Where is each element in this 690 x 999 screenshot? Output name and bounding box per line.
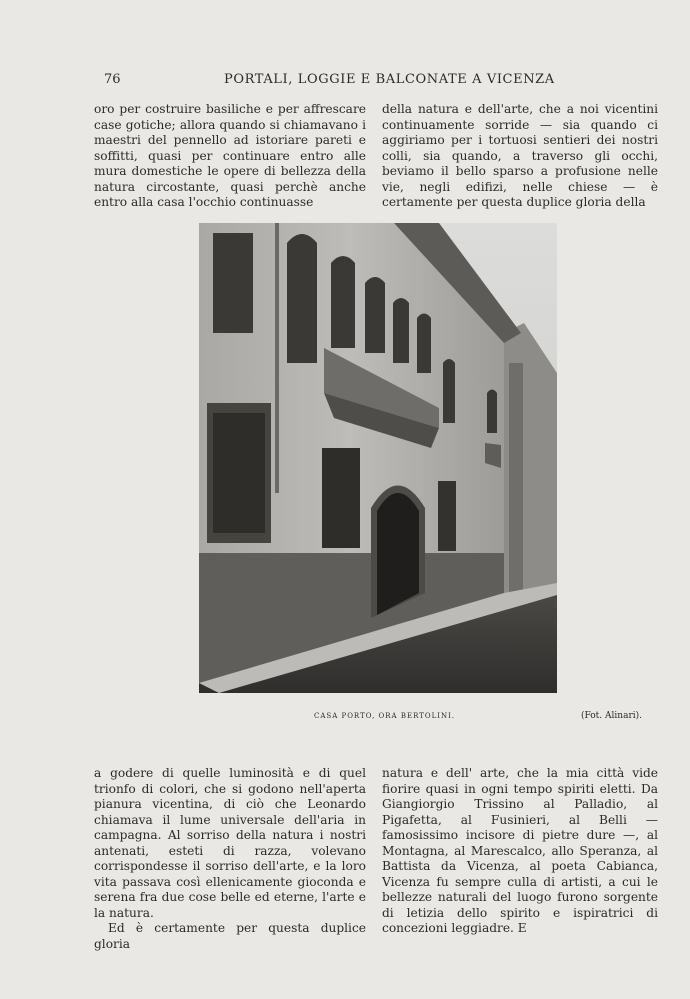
paragraph: Ed è certamente per questa duplice gloria	[94, 921, 366, 951]
bottom-right-column	[382, 766, 658, 937]
paragraph: a godere di quelle luminosità e di quel trionfo di colori, che si godono nell'aperta pianura vicentina, di ciò che Leonardo chiamava il lume universale dell'aria in campagna. Al sorriso della natura i nostri antenati, esteti di razza, volevano corrispondesse il sorriso dell'arte, e la loro vita passava così ellenicamente gioconda e serena fra due cose belle ed eterne, l'arte e la natura.	[94, 766, 366, 920]
running-title: PORTALI, LOGGIE E BALCONATE A VICENZA	[224, 72, 555, 87]
bottom-left-column	[94, 766, 366, 952]
paragraph: della natura e dell'arte, che a noi vicentini continuamente sorride — sia quando ci aggiriamo per i tortuosi sentieri dei nostri colli, sia quando, a traverso gli occhi, beviamo il bello sparso a profusione nelle vie, negli edifizi, nelle chiese — è certamente per questa duplice gloria della	[382, 102, 658, 209]
paragraph: natura e dell' arte, che la mia città vide fiorire quasi in ogni tempo spiriti eletti. Da Giangiorgio Trissino al Palladio, al Pigafetta, al Fusinieri, al Belli — famosissimo incisore di pietre dure —, al Montagna, al Marescalco, allo Speranza, al Battista da Vicenza, al poeta Cabianca, Vicenza fu sempre culla di artisti, a cui le bellezze naturali del luogo furono sorgente di letizia dello spirito e ispiratrici di concezioni leggiadre. E	[382, 766, 658, 935]
top-left-column	[94, 102, 366, 211]
building-photograph	[199, 223, 557, 693]
photo-credit: (Fot. Alinari).	[581, 711, 642, 721]
paragraph: oro per costruire basiliche e per affrescare case gotiche; allora quando si chiamavano i maestri del pennello ad istoriare pareti e soffitti, quasi per continuare entro alle mura domestiche le opere di bellezza della natura circostante, quasi perchè anche entro alla casa l'occhio continuasse	[94, 102, 366, 209]
page-number: 76	[104, 72, 121, 87]
figure-caption: CASA PORTO, ORA BERTOLINI.	[314, 712, 456, 720]
top-right-column	[382, 102, 658, 211]
